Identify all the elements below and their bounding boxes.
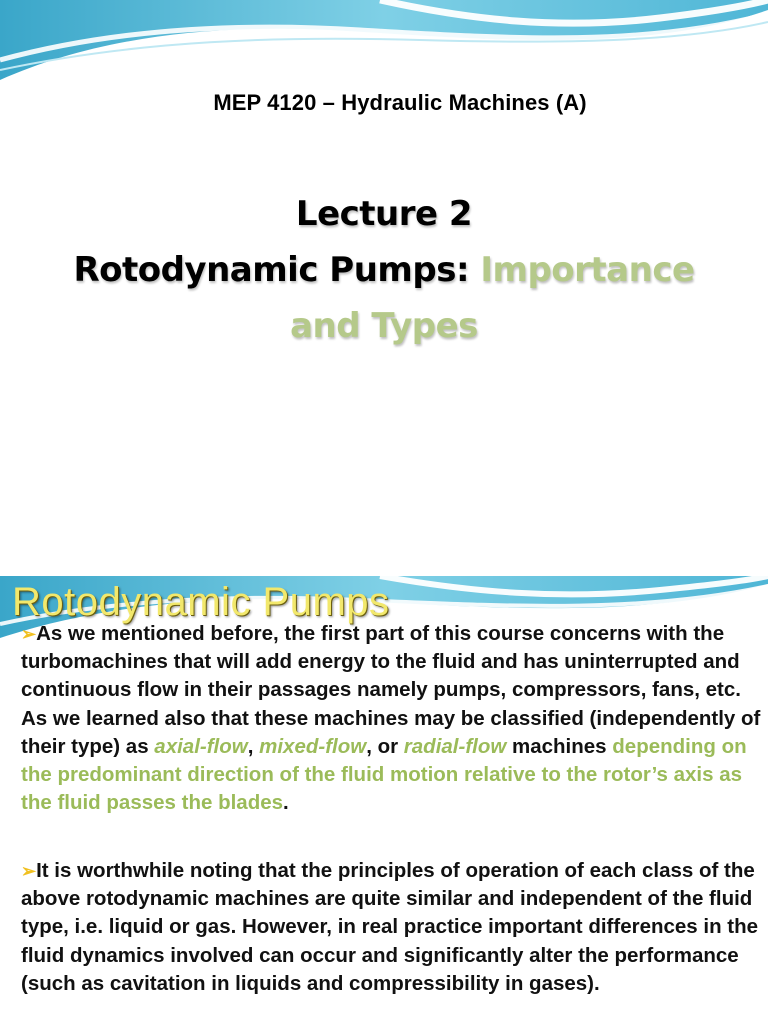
- separator: , or: [366, 734, 404, 758]
- paragraph-1-text-2: machines: [506, 734, 613, 758]
- arrow-bullet-icon: ➢: [21, 861, 37, 881]
- term-mixed-flow: mixed-flow: [259, 734, 367, 758]
- lecture-title-black: Rotodynamic Pumps:: [73, 250, 481, 290]
- highlighted-phrase: depending on the predominant direction of the fluid motion relative to the rotor’s axis as the fluid passes the blades: [21, 734, 747, 815]
- lecture-title-line3: and Types: [290, 306, 478, 346]
- paragraph-2-text: It is worthwhile noting that the principles of operation of each class of the above rotodynamic machines are quite similar and independent of the fluid type, i.e. liquid or gas. However, in real practice important differences in the fluid dynamics involved can occur and significantly alter the performance (such as cavitation in liquids and compressibility in gases).: [21, 859, 759, 995]
- term-axial-flow: axial-flow: [154, 734, 248, 758]
- lecture-number: Lecture 2: [295, 194, 473, 234]
- lecture-title-line: [0, 242, 768, 298]
- content-slide: [0, 576, 768, 1024]
- lecture-title-green: Importance: [480, 250, 695, 290]
- period: .: [283, 791, 289, 815]
- term-radial-flow: radial-flow: [403, 734, 507, 758]
- paragraph-1: [21, 620, 763, 817]
- course-title: MEP 4120 – Hydraulic Machines (A): [213, 90, 587, 115]
- paragraph-2: [21, 857, 763, 998]
- arrow-bullet-icon: ➢: [21, 624, 37, 644]
- slide-heading: Rotodynamic Pumps: [12, 580, 390, 624]
- wave-decoration: [0, 0, 768, 90]
- paragraph-1-text: As we mentioned before, the first part of this course concerns with the turbomachines that will add energy to the fluid and has uninterrupted and continuous flow in their passages namely pumps, compressors, fans, etc. As we learned also that these machines may be classified (independently of their type) as: [21, 622, 761, 758]
- separator: ,: [247, 734, 260, 758]
